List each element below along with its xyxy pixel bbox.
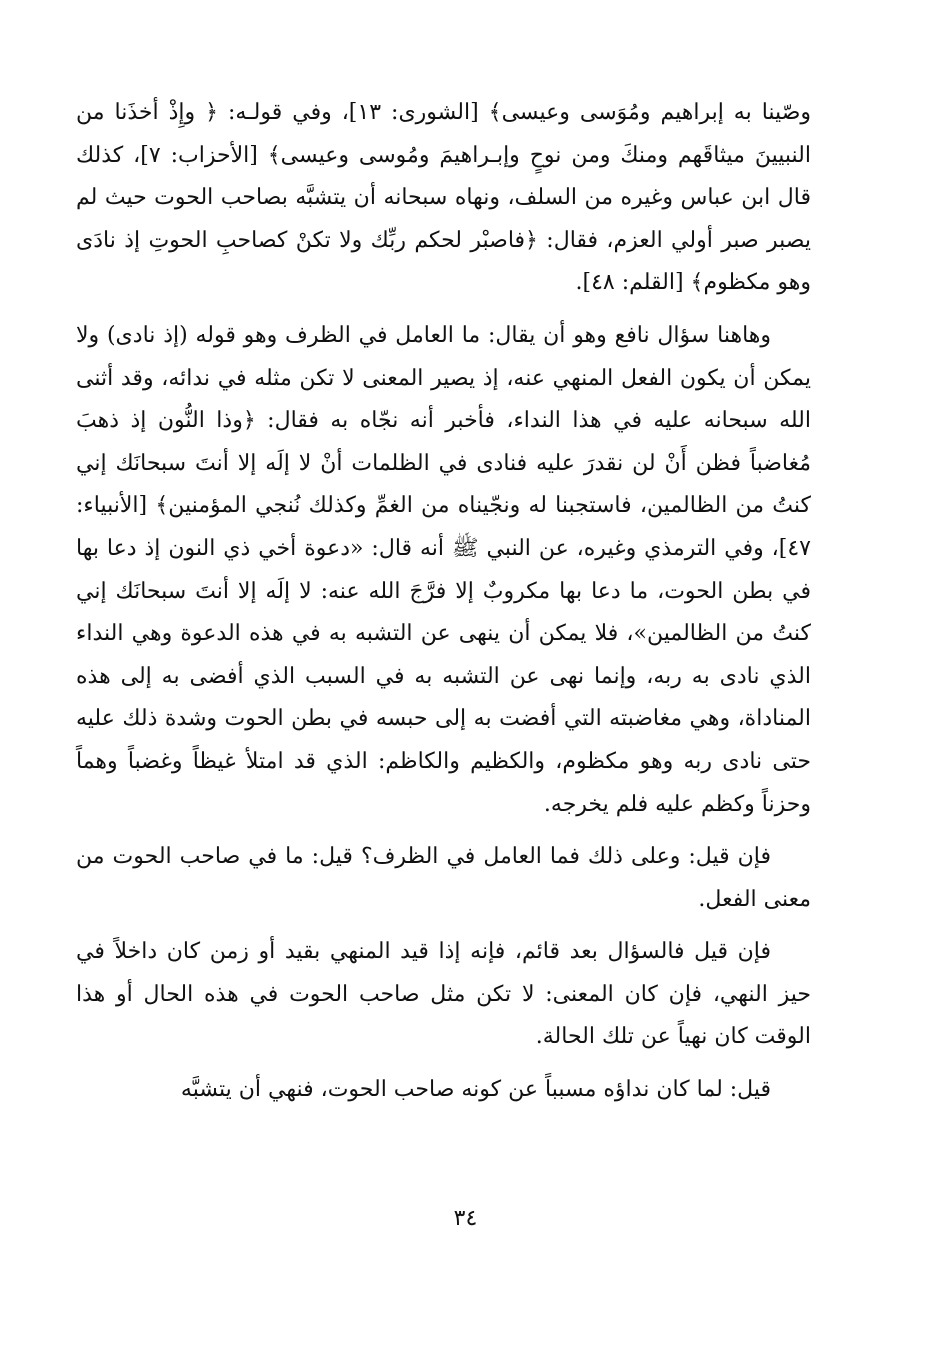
paragraph-5: قيل: لما كان نداؤه مسبباً عن كونه صاحب الحوت، فنهي أن يتشبَّه: [180, 1077, 771, 1103]
paragraph-1: وصّينا به إبراهيم ومُوَسى وعيسى﴾ [الشورى: ١٣]، وفي قولـه: ﴿ وإِذْ أخذَنا من النبيينَ ميثاقَهم ومنكَ ومن نوحٍ وإبـراهيمَ ومُوسى وعيسى﴾ [الأحزاب: ٧]، كذلك قال ابن عباس وغيره من السلف، ونهاه سبحانه أن يتشبَّه بصاحب الحوت حيث لم يصبر صبر أولي العزم، فقال: ﴿فاصبْر لحكم ربِّك ولا تكنْ كصاحبِ الحوتِ إذ نادَى وهو مكظوم﴾ [القلم: ٤٨].: [76, 100, 812, 296]
paragraph-3: فإن قيل: وعلى ذلك فما العامل في الظرف؟ قيل: ما في صاحب الحوت من معنى الفعل.: [76, 844, 811, 912]
paragraph-2: وهاهنا سؤال نافع وهو أن يقال: ما العامل في الظرف وهو قوله (إذ نادى) ولا يمكن أن يكون الفعل المنهي عنه، إذ يصير المعنى لا تكن مثله في ندائه، وقد أثنى الله سبحانه عليه في هذا النداء، فأخبر أنه نجّاه به فقال: ﴿وذا النُّون إذ ذهبَ مُغاضباً فظن أَنْ لن نقدرَ عليه فنادى في الظلمات أنْ لا إلَه إلا أنتَ سبحانَك إني كنتُ من الظالمين، فاستجبنا له ونجّيناه من الغمِّ وكذلك نُنجي المؤمنين﴾ [الأنبياء: ٤٧]، وفي الترمذي وغيره، عن النبي ﷺ أنه قال: «دعوة أخي ذي النون إذ دعا بها في بطن الحوت، ما دعا بها مكروبٌ إلا فرَّجَ الله عنه: لا إلَه إلا أنتَ سبحانَك إني كنتُ من الظالمين»، فلا يمكن أن ينهى عن التشبه به في هذه الدعوة وهي النداء الذي نادى به ربه، وإنما نهى عن التشبه به في السبب الذي أفضى به إلى هذه المناداة، وهي مغاضبته التي أفضت به إلى حبسه في بطن الحوت وشدة ذلك عليه حتى نادى ربه وهو مكظوم، والكظيم والكاظم: الذي قد امتلأ غيظاً وغضباً وهماً وحزناً وكظم عليه فلم يخرجه.: [76, 322, 811, 817]
body-text: [76, 92, 811, 1112]
paragraph-4: فإن قيل فالسؤال بعد قائم، فإنه إذا قيد المنهي بقيد أو زمن كان داخلاً في حيز النهي، فإن كان المعنى: لا تكن مثل صاحب الحوت في هذه الحال أو هذا الوقت كان نهياً عن تلك الحالة.: [76, 939, 811, 1050]
page-number: ٣٤: [453, 1206, 478, 1231]
